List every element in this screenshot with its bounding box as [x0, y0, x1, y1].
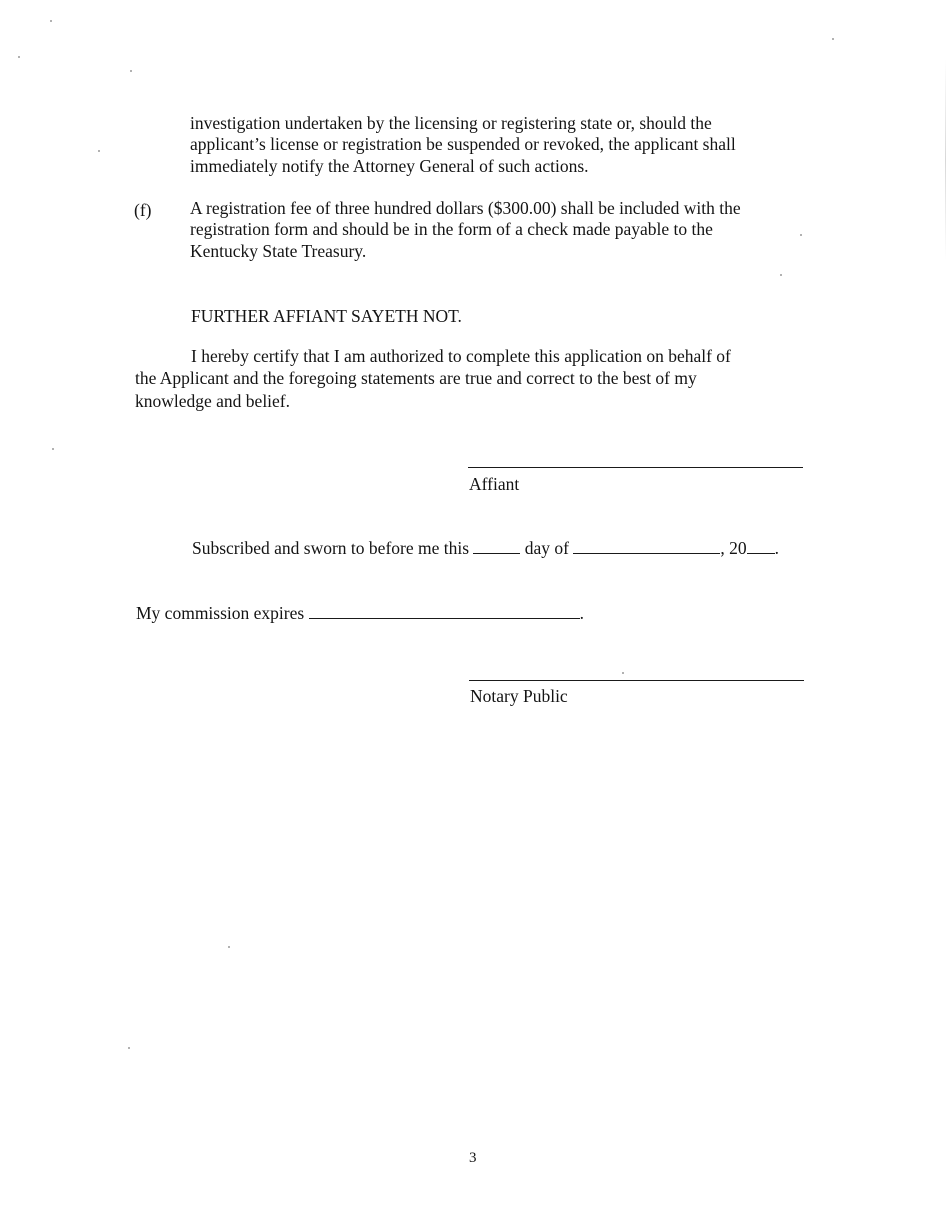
scan-edge-shadow	[945, 60, 946, 260]
scan-speck	[50, 20, 52, 22]
paragraph-line: immediately notify the Attorney General of such actions.	[190, 156, 589, 176]
paragraph-line: applicant’s license or registration be suspended or revoked, the applicant shall	[190, 134, 736, 154]
item-f-label: (f)	[134, 200, 152, 220]
certification-line: knowledge and belief.	[135, 391, 291, 411]
certification-line: I hereby certify that I am authorized to complete this application on behalf of	[191, 346, 731, 366]
item-f-line: Kentucky State Treasury.	[190, 241, 367, 261]
further-affiant-statement: FURTHER AFFIANT SAYETH NOT.	[191, 306, 462, 326]
day-blank[interactable]	[473, 538, 520, 554]
scan-speck	[18, 56, 20, 58]
commission-end: .	[579, 603, 584, 623]
scan-speck	[128, 1047, 130, 1049]
affiant-signature-line[interactable]	[468, 467, 803, 468]
month-blank[interactable]	[573, 538, 720, 554]
notary-signature-line[interactable]	[469, 680, 804, 681]
item-f-line: A registration fee of three hundred dollars ($300.00) shall be included with the	[190, 198, 741, 218]
sworn-end: .	[774, 538, 780, 558]
scan-speck	[780, 274, 782, 276]
scan-speck	[130, 70, 132, 72]
scan-speck	[98, 150, 100, 152]
affiant-label: Affiant	[469, 474, 520, 494]
item-f-line: registration form and should be in the form of a check made payable to the	[190, 219, 713, 239]
commission-label: My commission expires	[136, 603, 305, 623]
certification-line: the Applicant and the foregoing statements are true and correct to the best of my	[135, 368, 697, 388]
sworn-statement	[192, 538, 779, 559]
commission-date-blank[interactable]	[309, 603, 580, 619]
paragraph-line: investigation undertaken by the licensing or registering state or, should the	[190, 113, 712, 133]
sworn-year-prefix: , 20	[720, 538, 747, 558]
scan-speck	[800, 234, 802, 236]
sworn-day-of: day of	[524, 538, 570, 558]
page-number: 3	[469, 1150, 477, 1166]
scan-speck	[228, 946, 230, 948]
scan-speck	[52, 448, 54, 450]
scan-speck	[832, 38, 834, 40]
sworn-prefix: Subscribed and sworn to before me this	[192, 538, 470, 558]
commission-statement	[136, 603, 584, 624]
scan-speck	[622, 672, 624, 674]
notary-public-label: Notary Public	[470, 686, 568, 706]
year-blank[interactable]	[747, 538, 775, 554]
